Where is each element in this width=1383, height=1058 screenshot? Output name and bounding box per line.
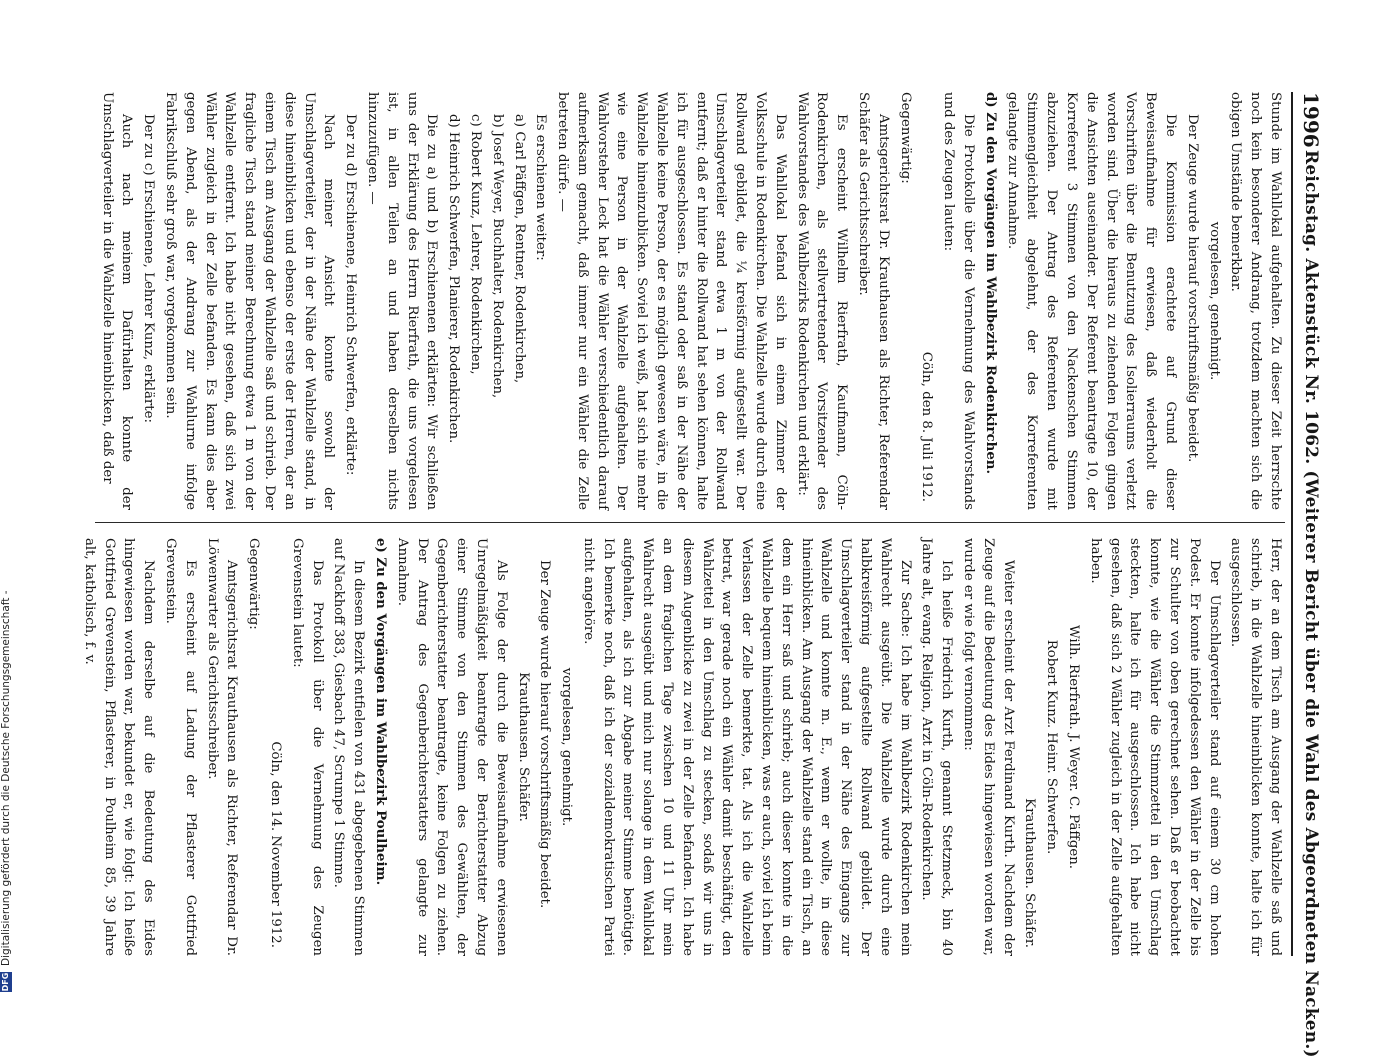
rotated-content [81, 92, 1325, 1058]
header-rule [1291, 92, 1293, 956]
page-number: 1996 [1299, 92, 1323, 148]
paragraph: Stunde im Wahllokal aufgehalten. Zu dieser Zeit herrschte noch kein besonderer Andrang, trotzdem machten sich die obigen Umstände bemerkbar. [1228, 92, 1283, 510]
paragraph: Robert Kunz. Heinr. Schwerfen. [1044, 639, 1060, 855]
paragraph: d) Heinrich Schwerfen, Planierer, Rodenkirchen. [446, 114, 462, 444]
paragraph: Der Zeuge wurde hierauf vorschriftsmäßig beeidet. [1184, 114, 1200, 463]
paragraph: Amtsgerichtsrat Krauthausen als Richter, Referendar Dr. Löwenwarter als Gerichtsschreiber. [204, 538, 240, 956]
paragraph: Cöln, den 8. Juli 1912. [919, 351, 935, 502]
paragraph: d) Zu den Vorgängen im Wahlbezirk Rodenkirchen. [982, 92, 998, 475]
paragraph: a) Carl Päffgen, Rentner, Rodenkirchen, [511, 114, 527, 384]
paragraph: Der Zeuge wurde hierauf vorschriftsmäßig beeidet. [537, 560, 553, 909]
digitization-credit [0, 0, 20, 1000]
left-column [95, 92, 1285, 510]
paragraph: Der zu c) Erschienene, Lehrer Kunz, erklärte: [141, 114, 157, 423]
paragraph: b) Josef Weyer, Buchhalter, Rodenkirchen, [489, 114, 505, 399]
paragraph: Nach meiner Ansicht konnte sowohl der Umschlagverteiler, der in der Nähe der Wahlzelle stand, in diese hineinblicken und ebenso der erste der Herren, der an einem Tisch am Ausgang der Wahlzelle saß und schrieb. Der fragliche Tisch stand meiner Berechnung etwa 1 m von der Wahlzelle entfernt. Ich habe nicht gesehen, daß sich zwei Wähler zugleich in der Zelle befanden. Es kann dies aber gegen Abend, als der Andrang zur Wahlurne infolge Fabrikschluß sehr groß war, vorgekommen sein. [162, 92, 337, 510]
digitization-credit-text: Digitalisierung gefördert durch die Deutsche Forschungsgemeinschaft - [0, 590, 12, 966]
page-title: Reichstag. Aktenstück Nr. 1062. (Weiterer Bericht über die Wahl des Abgeordneten Nacken.) [1301, 150, 1321, 1058]
paragraph: Die Kommission erachtete auf Grund dieser Beweisaufnahme für erwiesen, daß wiederholt die Vorschriften über die Benutzung des Isolierraums verletzt worden sind. Über die hieraus zu ziehenden Folgen gingen die Ansichten auseinander. Der Referent beantragte 10, der Korreferent 3 Stimmen von den Nackenschen Stimmen abzuziehen. Der Antrag des Referenten wurde mit Stimmengleichheit abgelehnt, der des Korreferenten gelangte zur Annahme. [1004, 92, 1179, 510]
paragraph: Zur Sache: Ich habe im Wahlbezirk Rodenkirchen mein Wahlrecht ausgeübt. Die Wahlzelle wurde durch eine halbkreisförmig aufgestellte Rollwand gebildet. Der Umschlagverteiler stand in der Nähe des Eingangs zur Wahlzelle und konnte m. E., wenn er wollte, in diese hineinblicken. Am Ausgang der Wahlzelle stand ein Tisch, an dem ein Herr saß und schrieb; auch dieser konnte in die Wahlzelle bequem hineinblicken, was er auch, soviel ich beim Verlassen der Zelle bemerkte, tat. Als ich die Wahlzelle betrat, war gerade noch ein Wähler damit beschäftigt, den Wahlzettel in den Umschlag zu stecken, sodaß wir uns in diesem Augenblicke zu zwei in der Zelle befanden. Ich habe an dem fraglichen Tage zwischen 10 und 11 Uhr mein Wahlrecht ausgeübt und mich nur solange in dem Wahllokal aufgehalten, als ich zur Abgabe meiner Stimme benötigte. Ich bemerke noch, daß ich der sozialdemokratischen Partei nicht angehöre. [580, 538, 913, 956]
right-column [81, 538, 1285, 956]
paragraph: Es erscheint Wilhelm Rierfrath, Kaufmann, Cöln-Rodenkirchen, als stellvertretender Vorsitzender des Wahlvorstandes des Wahlbezirks Rodenkirchen und erklärt: [794, 92, 850, 510]
paragraph: Amtsgerichtsrat Dr. Krauthausen als Richter, Referendar Schäfer als Gerichtsschreiber. [856, 92, 891, 510]
paragraph: Das Wahllokal befand sich in einem Zimmer der Volksschule in Rodenkirchen. Die Wahlzelle wurde durch eine Rollwand gebildet, die ¼ kreisförmig aufgestellt war. Der Umschlagverteiler stand etwa 1 m von der Rollwand entfernt; daß er hinter die Rollwand hat sehen können, halte ich für ausgeschlossen. Es stand oder saß in der Nähe der Wahlzelle keine Person, der es möglich gewesen wäre, in die Wahlzelle hineinzublicken. Soviel ich weiß, hat sich nie mehr wie eine Person in der Wahlzelle aufgehalten. Der Wahlvorsteher Leck hat die Wähler verschiedentlich darauf aufmerksam gemacht, daß immer nur ein Wähler die Zelle betreten dürfe. — [555, 92, 788, 510]
paragraph: Als Folge der durch die Beweisaufnahme erwiesenen Unregelmäßigkeit beantragte der Berichterstatter Abzug einer Stimme von den Stimmen des Gewählten, der Gegenberichterstatter beantragte, keine Folgen zu ziehen. Der Antrag des Gegenberichterstatters gelangte zur Annahme. [394, 538, 509, 956]
paragraph: Der zu d) Erschienene, Heinrich Schwerfen, erklärte: [343, 114, 359, 476]
paragraph: Der Umschlagverteiler stand auf einem 30 cm hohen Podest. Er konnte infolgedessen den Wähler in der Zelle bis zur Schulter von oben gerechnet sehen. Daß er beobachtet konnte, wie die Wähler die Stimmzettel in den Umschlag steckten, halte ich für ausgeschlossen. Ich habe nicht gesehen, daß sich 2 Wähler zugleich in der Zelle aufgehalten haben. [1087, 538, 1222, 956]
paragraph: c) Robert Kunz, Lehrer, Rodenkirchen, [467, 114, 483, 375]
paragraph: Das Protokoll über die Vernehmung des Zeugen Grevenstein lautet: [289, 538, 325, 956]
paragraph: Es erschienen weiter: [533, 114, 549, 261]
paragraph: Nachdem derselbe auf die Bedeutung des Eides hingewiesen worden war, bekundet er, wie folgt: Ich heiße Gottfried Grevenstein, Pflasterer, in Poulheim 85, 39 Jahre alt, katholisch, f. v. [81, 538, 157, 956]
paragraph: Die zu a) und b) Erschienenen erklärten: Wir schließen uns der Erklärung des Herrn Rierfrath, die uns vorgelesen ist, in allen Teilen an und haben derselben nichts hinzuzufügen. — [364, 92, 440, 510]
paragraph: vorgelesen, genehmigt. [1206, 221, 1222, 381]
paragraph: Cöln, den 14. November 1912. [267, 741, 283, 948]
paragraph: Es erscheint auf Ladung der Pflasterer Gottfried Grevenstein. [162, 538, 198, 956]
paragraph: vorgelesen, genehmigt. [559, 667, 575, 827]
paragraph: Wilh. Rierfrath. J. Weyer. C. Päffgen. [1066, 625, 1082, 869]
paragraph: Gegenwärtig: [246, 538, 262, 630]
paragraph: Die Protokolle über die Vernehmung des Wahlvorstands und des Zeugen lauten: [941, 92, 977, 510]
paragraph: Auch nach meinem Dafürhalten konnte der Umschlagverteiler in die Wahlzelle hineinblicken, daß der [99, 92, 135, 510]
paragraph: Herr, der an dem Tisch am Ausgang der Wahlzelle saß und schrieb, in die Wahlzelle hineinblicken konnte, halte ich für ausgeschlossen. [1228, 538, 1283, 956]
paragraph: Gegenwärtig: [897, 92, 913, 184]
paragraph: In diesem Bezirk entfielen von 431 abgegebenen Stimmen auf Nackhoff 383, Giesbach 47, Scrumpe 1 Stimme. [331, 538, 367, 956]
paragraph: e) Zu den Vorgängen im Wahlbezirk Poulheim. [372, 538, 388, 886]
paragraph: Krauthausen. Schäfer. [515, 672, 531, 822]
paragraph: Weiter erscheint der Arzt Ferdinand Kurth. Nachdem der Zeuge auf die Bedeutung des Eides hingewiesen worden war, wurde er wie folgt vernommen: [961, 538, 1016, 956]
paragraph: Ich heiße Friedrich Kurth, genannt Stetzmeck, bin 40 Jahre alt, evang. Religion, Arzt in Cöln-Rodenkirchen. [919, 538, 955, 956]
column-divider [95, 522, 1285, 523]
running-header [1291, 92, 1325, 1058]
paragraph: Krauthausen. Schäfer. [1022, 798, 1038, 948]
dfg-logo-icon: DFG [1, 972, 10, 992]
